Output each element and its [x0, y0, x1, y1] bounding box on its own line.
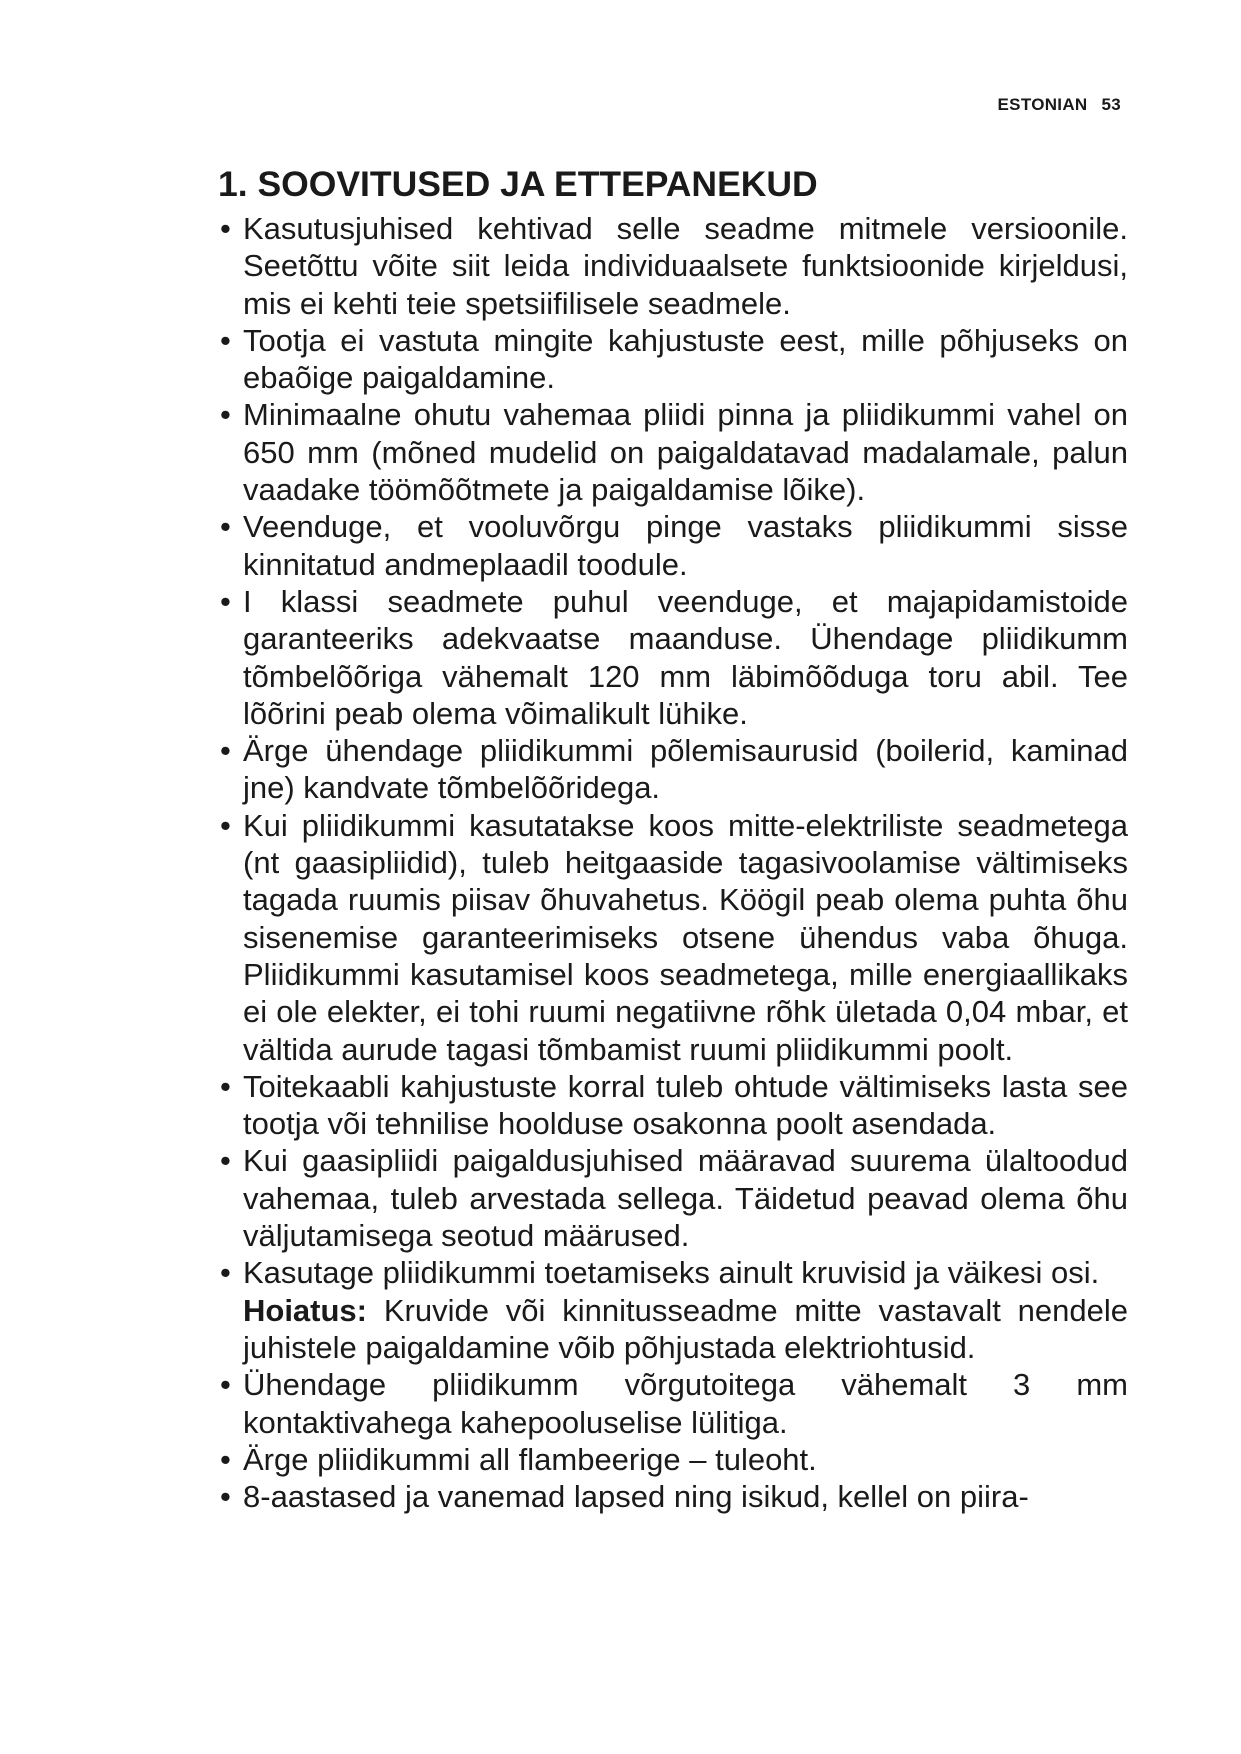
list-item: • 8-aastased ja vanemad lapsed ning isikud, kellel on piira- — [218, 1478, 1128, 1515]
list-item: • Tootja ei vastuta mingite kahjustuste eest, mille põhjuseks on ebaõige paigaldamine. — [218, 322, 1128, 397]
page-header — [984, 95, 1121, 115]
recommendations-list — [218, 210, 1128, 1515]
language-label: ESTONIAN — [997, 95, 1088, 114]
list-item: • Toitekaabli kahjustuste korral tuleb ohtude vältimiseks lasta see tootja või tehnilise hoolduse osakonna poolt asendada. — [218, 1068, 1128, 1143]
list-item: • Ärge ühendage pliidikummi põlemisaurusid (boilerid, kaminad jne) kandvate tõmbelõõridega. — [218, 732, 1128, 807]
section-title: 1. SOOVITUSED JA ETTEPANEKUD — [218, 164, 818, 204]
list-item: • Kasutusjuhised kehtivad selle seadme mitmele versioonile. Seetõttu võite siit leida individuaalsete funktsioonide kirjeldusi, mis ei kehti teie spetsiifilisele seadmele. — [218, 210, 1128, 322]
list-item-screws — [218, 1254, 1128, 1366]
list-item: • Kui pliidikummi kasutatakse koos mitte-elektriliste seadmetega (nt gaasipliidid), tuleb heitgaaside tagasivoolamise vältimiseks tagada ruumis piisav õhuvahetus. Köögil peab olema puhta õhu sisenemise garanteerimiseks otsene ühendus vaba õhuga. Pliidikummi kasutamisel koos seadmetega, mille energiaallikaks ei ole elekter, ei tohi ruumi negatiivne rõhk ületada 0,04 mbar, et vältida aurude tagasi tõmbamist ruumi pliidikummi poolt. — [218, 807, 1128, 1068]
list-item: • I klassi seadmete puhul veenduge, et majapidamistoide garanteeriks adekvaatse maanduse. Ühendage pliidikumm tõmbelõõriga vähemalt 120 mm läbimõõduga toru abil. Tee lõõrini peab olema võimalikult lühike. — [218, 583, 1128, 732]
warning-label: Hoiatus: — [243, 1292, 367, 1328]
list-item: • Kui gaasipliidi paigaldusjuhised määravad suurema ülaltoodud vahemaa, tuleb arvestada sellega. Täidetud peavad olema õhu väljutamisega seotud määrused. — [218, 1142, 1128, 1254]
list-item: • Minimaalne ohutu vahemaa pliidi pinna ja pliidikummi vahel on 650 mm (mõned mudelid on paigaldatavad madalamale, palun vaadake töömõõtmete ja paigaldamise lõike). — [218, 396, 1128, 508]
list-item: • Ühendage pliidikumm võrgutoitega vähemalt 3 mm kontaktivahega kahepooluselise lülitiga. — [218, 1366, 1128, 1441]
page-number: 53 — [1101, 95, 1121, 114]
list-item: • Ärge pliidikummi all flambeerige – tuleoht. — [218, 1441, 1128, 1478]
main-content — [218, 164, 1128, 1515]
screw-item-text: Kasutage pliidikummi toetamiseks ainult kruvisid ja väikesi osi. — [243, 1255, 1100, 1291]
list-item: • Veenduge, et vooluvõrgu pinge vastaks pliidikummi sisse kinnitatud andmeplaadil toodule. — [218, 508, 1128, 583]
warning-text: Kruvide või kinnitusseadme mitte vastavalt nendele juhistele paigaldamine võib põhjustada elektriohtusid. — [243, 1292, 1128, 1365]
warning-note — [243, 1292, 1128, 1367]
